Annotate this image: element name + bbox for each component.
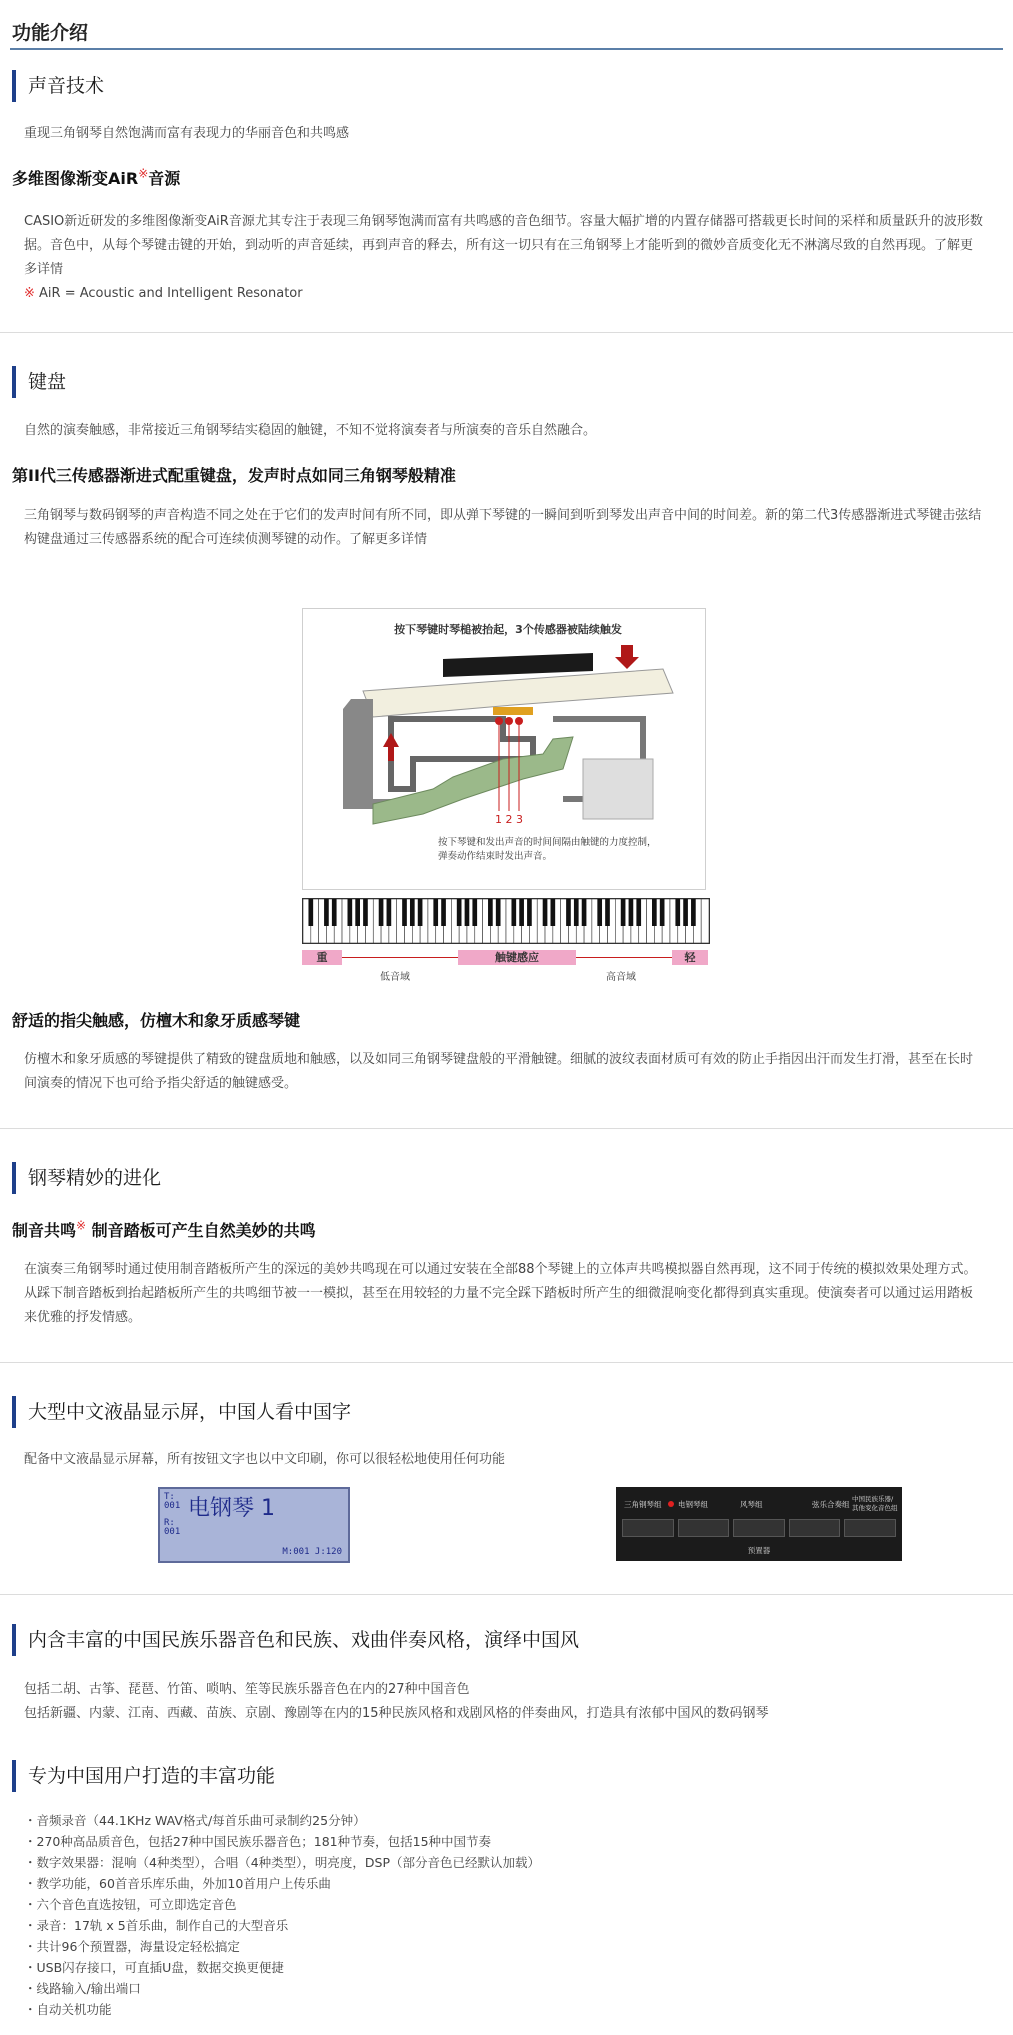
lcd-body: 配备中文液晶显示屏幕，所有按钮文字也以中文印刷，你可以很轻松地使用任何功能 [24,1452,506,1467]
arrow-down-icon [615,645,639,669]
section-heading-evolution: 钢琴精妙的进化 [12,1162,161,1194]
feature-list-item: ・ 六个音色直选按钮，可立即选定音色 [24,1894,984,1915]
panel-btn-chinese [852,1495,898,1513]
keyboard-intro: 自然的演奏触感，非常接近三角钢琴结实稳固的触键，不知不觉将演奏者与所演奏的音乐自然融合。 [24,423,597,438]
black-key [574,899,579,926]
frame-base [583,759,653,819]
section-divider [0,1594,1013,1595]
lcd-screen-image [158,1487,350,1563]
section-divider [0,1362,1013,1363]
hammer-block [443,653,593,677]
scale-line-left [342,957,460,958]
panel-bottom-label: 预置器 [747,1546,771,1555]
black-key [511,899,516,926]
panel-btn-strings: 弦乐合奏组 [812,1500,850,1509]
black-key [410,899,415,926]
air-title-tail: 音源 [148,169,181,188]
lcd-main-text: 电钢琴 1 [188,1496,275,1521]
black-key [355,899,360,926]
scale-heavy: 重 [302,950,342,965]
sound-body-text: CASIO新近研发的多维图像渐变AiR音源尤其专注于表现三角钢琴饱满而富有共鸣感的音色细节。容量大幅扩增的内置存储器可搭载更长时间的采样和质量跃升的波形数据。音色中，从每个琴键击键的开始，到动听的声音延续，再到声音的释去，所有这一切只有在三角钢琴上才能听到的微妙音质变化无不淋漓尽致的自然再现。了解更多详情 [24,214,983,277]
sensor-1-icon [495,717,503,725]
black-key [332,899,337,926]
panel-button [678,1519,730,1537]
black-key [597,899,602,926]
led-icon [668,1501,674,1507]
panel-btn-chinese-2: 其他变化音色组 [852,1504,898,1512]
black-key [324,899,329,926]
high-range-label: 高音域 [606,972,636,983]
black-key [582,899,587,926]
sensor-numbers: 1 2 3 [495,813,523,826]
keyboard-body-2: 仿檀木和象牙质感的琴键提供了精致的键盘质地和触感，以及如同三角钢琴键盘般的平滑触键。细腻的波纹表面材质可有效的防止手指因出汗而发生打滑，甚至在长时间演奏的情况下也可给予指尖舒适的触键感受。 [24,1052,974,1091]
evolution-body: 在演奏三角钢琴时通过使用制音踏板所产生的深远的美妙共鸣现在可以通过安装在全部88个琴键上的立体声共鸣模拟器自然再现，这不同于传统的模拟效果处理方式。从踩下制音踏板到抬起踏板所产生的共鸣细节被一一模拟，甚至在用较轻的力量不完全踩下踏板时所产生的细微混响变化都得到真实重现。使演奏者可以通过运用踏板来优雅的抒发情感。 [24,1262,977,1325]
section-heading-chinese: 内含丰富的中国民族乐器音色和民族、戏曲伴奏风格，演绎中国风 [12,1624,579,1656]
sound-intro: 重现三角钢琴自然饱满而富有表现力的华丽音色和共鸣感 [24,126,350,141]
panel-button [622,1519,674,1537]
sensor-diagram [302,608,706,890]
sound-body [24,210,984,306]
black-key [691,899,696,926]
lcd-status: M:001 J:120 [282,1547,342,1557]
black-key [566,899,571,926]
panel-button [789,1519,841,1537]
air-title: 多维图像渐变AiR [12,169,139,188]
scale-center: 触键感应 [458,950,576,965]
note-mark: ※ [76,1218,87,1233]
black-key [433,899,438,926]
black-key [519,899,524,926]
black-key [418,899,423,926]
diagram-caption-mid-1: 按下琴键和发出声音的时间间隔由触键的力度控制， [438,837,657,848]
feature-list-item: ・ 自动关机功能 [24,1999,984,2020]
panel-btn-epiano: 电钢琴组 [678,1500,708,1509]
black-key [660,899,665,926]
black-key [457,899,462,926]
hammer-green [373,737,573,824]
touch-scale [302,950,708,966]
note-mark: ※ [138,166,149,181]
footnote-text: AiR = Acoustic and Intelligent Resonator [34,286,303,301]
arrow-up-icon [383,733,399,761]
black-key [683,899,688,926]
chinese-line-1: 包括二胡、古筝、琵琶、竹笛、唢呐、笙等民族乐器音色在内的27种中国音色 [24,1682,470,1697]
panel-button [733,1519,785,1537]
black-key [465,899,470,926]
feature-list [24,1810,984,2020]
black-key [387,899,392,926]
feature-list-item: ・ 教学功能，60首音乐库乐曲，外加10首用户上传乐曲 [24,1873,984,1894]
section-heading-sound: 声音技术 [12,70,104,102]
keyboard-body: 三角钢琴与数码钢琴的声音构造不同之处在于它们的发声时间有所不同，即从弹下琴键的一瞬间到听到琴发出声音中间的时间差。新的第二代3传感器渐进式琴键击弦结构键盘通过三传感器系统的配合可连续侦测琴键的动作。了解更多详情 [24,508,982,547]
feature-list-item: ・ 共计96个预置器，海量设定轻松搞定 [24,1936,984,1957]
black-key [496,899,501,926]
section-heading-keyboard: 键盘 [12,366,66,398]
black-key [348,899,353,926]
lcd-t-value: 001 [164,1501,181,1511]
black-key [441,899,446,926]
section-heading-lcd: 大型中文液晶显示屏，中国人看中国字 [12,1396,351,1428]
piano-keyboard-illustration [302,898,710,944]
section-divider [0,1128,1013,1129]
diagram-caption-mid-2: 弹奏动作结束时发出声音。 [438,851,553,862]
damper-title-tail: 制音踏板可产生自然美妙的共鸣 [86,1221,316,1240]
black-key [621,899,626,926]
scale-line-right [576,957,674,958]
evolution-sub-heading [12,1218,316,1241]
black-key [527,899,532,926]
black-key [308,899,313,926]
black-key [363,899,368,926]
feature-list-item: ・ 音频录音（44.1KHz WAV格式/每首乐曲可录制约25分钟） [24,1810,984,1831]
sensor-2-icon [505,717,513,725]
title-divider [10,48,1003,50]
sensor-3-icon [515,717,523,725]
black-key [543,899,548,926]
black-key [605,899,610,926]
panel-btn-chinese-1: 中国民族乐器/ [852,1495,894,1503]
low-range-label: 低音域 [380,972,410,983]
panel-btn-organ: 风琴组 [740,1500,763,1509]
sensor-diagram-svg [303,609,705,889]
feature-list-item: ・ 数字效果器：混响（4种类型），合唱（4种类型），明亮度，DSP（部分音色已经默认加载） [24,1852,984,1873]
black-key [652,899,657,926]
lcd-r-label: R: [164,1518,175,1528]
black-key [402,899,407,926]
keyboard-sub-heading-2: 舒适的指尖触感，仿檀木和象牙质感琴键 [12,1011,301,1030]
lcd-t-label: T: [164,1492,175,1502]
section-heading-features: 专为中国用户打造的丰富功能 [12,1760,275,1792]
lcd-r-value: 001 [164,1527,181,1537]
sound-sub-heading [12,166,180,189]
black-key [629,899,634,926]
scale-light: 轻 [672,950,708,965]
chinese-line-2: 包括新疆、内蒙、江南、西藏、苗族、京剧、豫剧等在内的15种民族风格和戏剧风格的伴奏曲风，打造具有浓郁中国风的数码钢琴 [24,1706,769,1721]
section-divider [0,332,1013,333]
page-title: 功能介绍 [12,22,89,44]
panel-button [844,1519,896,1537]
panel-buttons-row [622,1519,896,1537]
feature-list-item: ・ USB闪存接口，可直插U盘，数据交换更便捷 [24,1957,984,1978]
piano-keys-svg [303,899,709,943]
lcd-r-track [164,1519,180,1537]
button-panel-image [616,1487,902,1561]
black-key [636,899,641,926]
footnote-mark: ※ [24,286,35,301]
black-key [379,899,384,926]
black-key [675,899,680,926]
white-key [701,899,709,943]
panel-btn-grand: 三角钢琴组 [624,1500,662,1509]
black-key [488,899,493,926]
black-key [472,899,477,926]
sensor-strip [493,707,533,715]
feature-list-item: ・ 270种高品质音色，包括27种中国民族乐器音色；181种节奏，包括15种中国节奏 [24,1831,984,1852]
black-key [551,899,556,926]
lcd-t-track [164,1493,180,1511]
keyboard-sub-heading: 第II代三传感器渐进式配重键盘，发声时点如同三角钢琴般精准 [12,466,456,485]
feature-list-item: ・ 录音：17轨 x 5首乐曲，制作自己的大型音乐 [24,1915,984,1936]
air-footnote [24,282,984,306]
feature-list-item: ・ 线路输入/输出端口 [24,1978,984,1999]
damper-title: 制音共鸣 [12,1221,77,1240]
diagram-caption-top: 按下琴键时琴槌被抬起，3个传感器被陆续触发 [394,623,622,636]
